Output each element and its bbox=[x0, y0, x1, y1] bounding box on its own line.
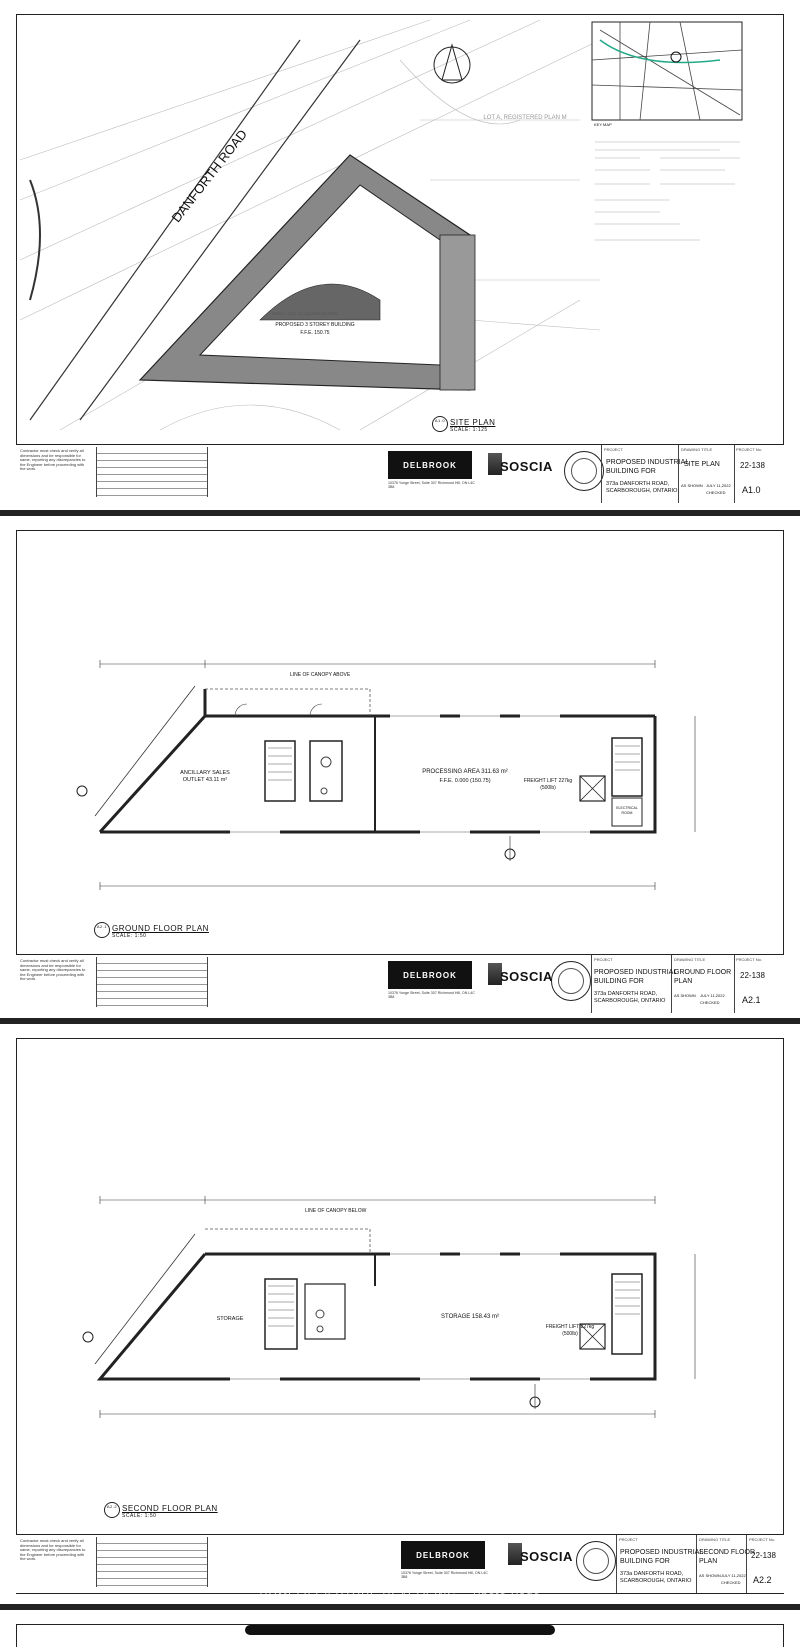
sheet-ground-floor bbox=[0, 516, 800, 1018]
engineer-name: SOSCIA bbox=[500, 459, 553, 474]
engineer-name: SOSCIA bbox=[500, 969, 553, 984]
developer-address: 10376 Yonge Street, Suite 307 Richmond Hill, ON L4C 3B8 bbox=[401, 1571, 488, 1580]
second-floor-drawing bbox=[0, 1024, 800, 1604]
drawing-caption bbox=[106, 1504, 218, 1519]
title-block bbox=[16, 954, 784, 1013]
scale-value: AS SHOWN bbox=[674, 993, 696, 998]
project-label: PROJECT bbox=[594, 957, 613, 962]
freight-lift-label: FREIGHT LIFT 227kg (500lb) bbox=[545, 1324, 595, 1337]
drawing-caption bbox=[96, 924, 209, 939]
project-no: 22-138 bbox=[740, 461, 765, 470]
revision-table bbox=[96, 957, 208, 1007]
developer-address: 10376 Yonge Street, Suite 307 Richmond Hill, ON L4C 3B8 bbox=[388, 991, 475, 1000]
project-line-1: PROPOSED INDUSTRIAL bbox=[620, 1549, 704, 1556]
home-indicator[interactable] bbox=[245, 1625, 555, 1635]
general-notes: Contractor must check and verify all dimensions and be responsible for same, reporting any discrepancies to the Engineer before proceeding with the work. bbox=[20, 958, 86, 982]
developer-address: 10376 Yonge Street, Suite 307 Richmond Hill, ON L4C 3B8 bbox=[388, 481, 475, 490]
developer-name: DELBROOK bbox=[416, 1550, 470, 1560]
engineer-seal bbox=[564, 451, 604, 491]
address-line-2: SCARBOROUGH, ONTARIO bbox=[620, 1578, 692, 1584]
date-value: JULY 11,2022 bbox=[721, 1573, 746, 1578]
revision-table bbox=[96, 1537, 208, 1587]
engineer-seal bbox=[576, 1541, 616, 1581]
canopy-label: LINE OF CANOPY ABOVE bbox=[290, 672, 351, 678]
address-line-2: SCARBOROUGH, ONTARIO bbox=[594, 998, 666, 1004]
scale-value: AS SHOWN bbox=[699, 1573, 721, 1578]
caption-title: SECOND FLOOR PLAN bbox=[122, 1504, 218, 1513]
drawing-title-2: PLAN bbox=[699, 1558, 718, 1565]
developer-name: DELBROOK bbox=[403, 460, 457, 470]
project-line-2: BUILDING FOR bbox=[606, 468, 656, 475]
caption-ref: A2.1 bbox=[94, 922, 110, 938]
project-no: 22-138 bbox=[740, 971, 765, 980]
developer-logo bbox=[401, 1541, 485, 1569]
lot-label: LOT A, REGISTERED PLAN M bbox=[483, 115, 567, 121]
storage-area-label: STORAGE 158.43 m² bbox=[441, 1314, 499, 1320]
engineer-name: SOSCIA bbox=[520, 1549, 573, 1564]
storage-left-label: STORAGE bbox=[216, 1316, 244, 1322]
area-label: AREA = 1307.15 SQUARE METRES bbox=[272, 311, 338, 316]
engineer-seal bbox=[551, 961, 591, 1001]
caption-scale: SCALE: 1:50 bbox=[122, 1513, 157, 1519]
drawing-title-label: DRAWING TITLE bbox=[674, 957, 706, 962]
project-no: 22-138 bbox=[751, 1551, 776, 1560]
caption-scale: SCALE: 1:125 bbox=[450, 427, 488, 433]
date-value: JULY 11,2022 bbox=[706, 483, 731, 488]
keymap-label: KEY MAP bbox=[594, 122, 612, 127]
project-line-2: BUILDING FOR bbox=[620, 1558, 670, 1565]
ffe-label: F.F.E. 0.000 (150.75) bbox=[439, 778, 491, 784]
building-label: PROPOSED 3 STOREY BUILDING bbox=[275, 322, 355, 328]
drawing-caption bbox=[434, 418, 496, 433]
title-block bbox=[16, 444, 784, 503]
title-block bbox=[16, 1534, 784, 1593]
caption-scale: SCALE: 1:50 bbox=[112, 933, 147, 939]
drawing-title-label: DRAWING TITLE bbox=[681, 447, 713, 452]
project-line-2: BUILDING FOR bbox=[594, 978, 644, 985]
address-line-1: 373a DANFORTH ROAD, bbox=[594, 991, 658, 997]
address-line-2: SCARBOROUGH, ONTARIO bbox=[606, 488, 678, 494]
caption-ref: A1.0 bbox=[432, 416, 448, 432]
caption-title: SITE PLAN bbox=[450, 418, 496, 427]
caption-title: GROUND FLOOR PLAN bbox=[112, 924, 209, 933]
ffe-label: F.F.E. 150.75 bbox=[300, 330, 330, 336]
sheet-second-floor bbox=[0, 1024, 800, 1604]
developer-logo bbox=[388, 451, 472, 479]
sheet-site-plan bbox=[0, 0, 800, 510]
drawing-no: A2.2 bbox=[753, 1575, 772, 1585]
site-plan-drawing bbox=[0, 0, 800, 510]
project-no-label: PROJECT No. bbox=[736, 957, 762, 962]
project-label: PROJECT bbox=[619, 1537, 638, 1542]
drawing-no: A2.1 bbox=[742, 995, 761, 1005]
developer-logo bbox=[388, 961, 472, 989]
drawing-title-1: SITE PLAN bbox=[684, 461, 720, 468]
caption-ref: A2.2 bbox=[104, 1502, 120, 1518]
project-label: PROJECT bbox=[604, 447, 623, 452]
drawing-title-2: PLAN bbox=[674, 978, 693, 985]
general-notes: Contractor must check and verify all dimensions and be responsible for same, reporting any discrepancies to the Engineer before proceeding with the work. bbox=[20, 1538, 86, 1562]
drawing-title-1: SECOND FLOOR bbox=[699, 1549, 756, 1556]
date-value: JULY 11,2022 bbox=[700, 993, 725, 998]
checked-label: CHECKED bbox=[700, 1000, 720, 1005]
checked-label: CHECKED bbox=[721, 1580, 741, 1585]
road-label: DANFORTH ROAD bbox=[168, 126, 250, 226]
project-line-1: PROPOSED INDUSTRIAL bbox=[606, 459, 690, 466]
ground-floor-drawing bbox=[0, 516, 800, 1018]
electrical-room-label: ELECTRICAL ROOM bbox=[616, 806, 638, 815]
drawing-no: A1.0 bbox=[742, 485, 761, 495]
engineer-logo bbox=[486, 451, 553, 499]
scale-value: AS SHOWN bbox=[681, 483, 703, 488]
drawing-title-label: DRAWING TITLE bbox=[699, 1537, 731, 1542]
revision-table bbox=[96, 447, 208, 497]
sales-outlet-label: ANCILLARY SALES OUTLET 43.11 m² bbox=[180, 770, 230, 784]
watermark: HOMELIFE/FUTURE REALTY INC. - Photo Page bbox=[259, 1590, 541, 1602]
address-line-1: 373a DANFORTH ROAD, bbox=[606, 481, 670, 487]
general-notes: Contractor must check and verify all dimensions and be responsible for same, reporting any discrepancies to the Engineer before proceeding with the work. bbox=[20, 448, 86, 472]
engineer-logo bbox=[506, 1541, 573, 1589]
drawing-title-1: GROUND FLOOR bbox=[674, 969, 732, 976]
project-no-label: PROJECT No. bbox=[749, 1537, 775, 1542]
address-line-1: 373a DANFORTH ROAD, bbox=[620, 1571, 684, 1577]
canopy-label: LINE OF CANOPY BELOW bbox=[305, 1208, 367, 1214]
project-line-1: PROPOSED INDUSTRIAL bbox=[594, 969, 678, 976]
key-map bbox=[592, 22, 742, 120]
project-no-label: PROJECT No. bbox=[736, 447, 762, 452]
engineer-logo bbox=[486, 961, 553, 1009]
checked-label: CHECKED bbox=[706, 490, 726, 495]
processing-area-label: PROCESSING AREA 311.63 m² bbox=[422, 769, 508, 775]
developer-name: DELBROOK bbox=[403, 970, 457, 980]
freight-lift-label: FREIGHT LIFT 227kg (500lb) bbox=[523, 778, 573, 791]
